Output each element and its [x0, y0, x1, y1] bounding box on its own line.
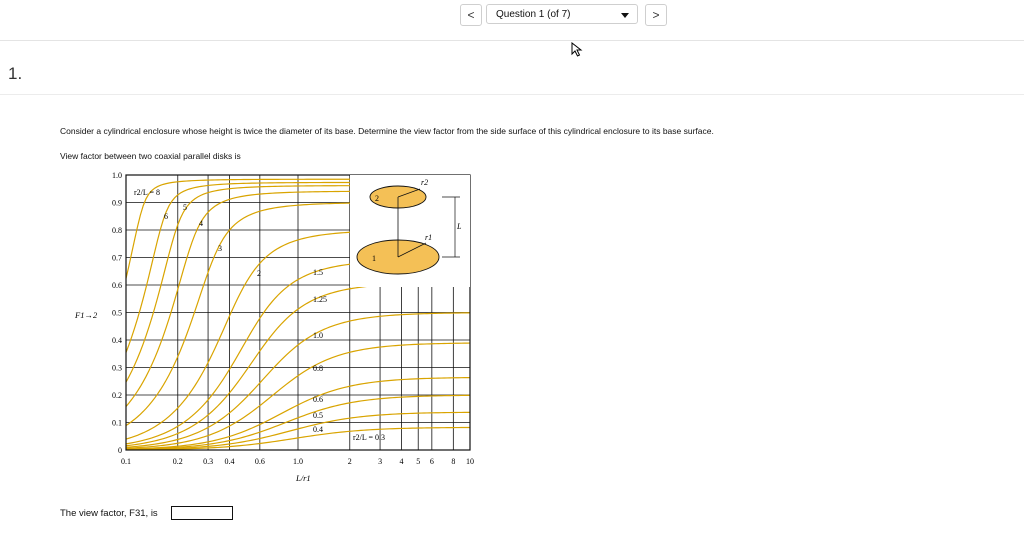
question-text: Consider a cylindrical enclosure whose height is twice the diameter of its base. Determine the view factor from the side surface of this cylindrical enclosure to its base surface. — [60, 126, 714, 136]
x-tick-label: 5 — [416, 457, 421, 466]
x-tick-label: 6 — [429, 457, 434, 466]
x-tick-label: 3 — [378, 457, 383, 466]
x-tick-label: 0.3 — [203, 457, 214, 466]
inset-r2-label: r2 — [421, 178, 429, 187]
view-factor-answer-input[interactable] — [171, 506, 233, 520]
x-tick-label: 10 — [466, 457, 474, 466]
inset-r1-label: r1 — [425, 233, 433, 242]
curve-label-1-0: 1.0 — [313, 331, 323, 340]
previous-question-button[interactable]: < — [460, 4, 482, 26]
x-tick-label: 2 — [347, 457, 352, 466]
x-tick-label: 0.2 — [172, 457, 183, 466]
y-tick-labels — [112, 171, 122, 455]
curve-label-0-8: 0.8 — [313, 364, 323, 373]
curve-label-4: 4 — [199, 219, 203, 228]
curve-label-2: 2 — [257, 269, 261, 278]
y-tick-label: 0 — [118, 446, 122, 455]
view-factor-chart — [70, 165, 490, 495]
curve-label-6: 6 — [164, 212, 168, 221]
x-tick-label: 0.4 — [224, 457, 235, 466]
curve-label-0-4: 0.4 — [313, 425, 323, 434]
next-question-button[interactable]: > — [645, 4, 667, 26]
y-tick-label: 0.1 — [112, 418, 122, 428]
curve-label-1-25: 1.25 — [313, 295, 327, 304]
curve-label-5: 5 — [183, 203, 187, 212]
question-select-value: Question 1 (of 7) — [496, 9, 571, 20]
x-tick-label: 0.1 — [121, 457, 131, 466]
x-axis-label: L/r1 — [296, 473, 311, 483]
curve-label-0-3: r2/L = 0.3 — [353, 433, 385, 442]
y-tick-label: 0.5 — [112, 308, 122, 318]
question-nav-bar — [0, 0, 1024, 41]
x-tick-labels — [121, 457, 474, 466]
question-number: 1. — [8, 64, 23, 83]
curve-label-3: 3 — [218, 244, 222, 253]
question-select[interactable] — [486, 4, 638, 24]
curve-label-0-6: 0.6 — [313, 395, 323, 404]
mouse-pointer-icon — [571, 42, 583, 58]
x-tick-label: 4 — [399, 457, 404, 466]
y-tick-label: 0.8 — [112, 226, 122, 235]
x-tick-label: 1.0 — [293, 457, 303, 466]
curve-label-1-5: 1.5 — [313, 268, 323, 277]
question-divider — [0, 94, 1024, 95]
coaxial-disks-inset — [350, 175, 470, 287]
curve-label-0-5: 0.5 — [313, 411, 323, 420]
inset-L-label: L — [457, 222, 462, 231]
y-tick-label: 0.4 — [112, 336, 122, 345]
y-tick-label: 1.0 — [112, 171, 122, 180]
x-tick-label: 8 — [451, 457, 456, 466]
y-tick-label: 0.7 — [112, 253, 122, 263]
curve-label-8: r2/L = 8 — [134, 188, 160, 197]
answer-label: The view factor, F31, is — [60, 508, 158, 519]
y-tick-label: 0.3 — [112, 363, 122, 373]
y-tick-label: 0.6 — [112, 281, 122, 290]
y-tick-label: 0.2 — [112, 391, 122, 400]
figure-caption: View factor between two coaxial parallel disks is — [60, 151, 241, 161]
inset-disk-1-label: 1 — [372, 254, 376, 263]
chevron-down-icon — [621, 13, 629, 18]
y-axis-label: F1→2 — [75, 310, 98, 320]
y-tick-label: 0.9 — [112, 198, 122, 208]
x-tick-label: 0.6 — [254, 457, 265, 466]
inset-disk-2-label: 2 — [375, 194, 379, 203]
